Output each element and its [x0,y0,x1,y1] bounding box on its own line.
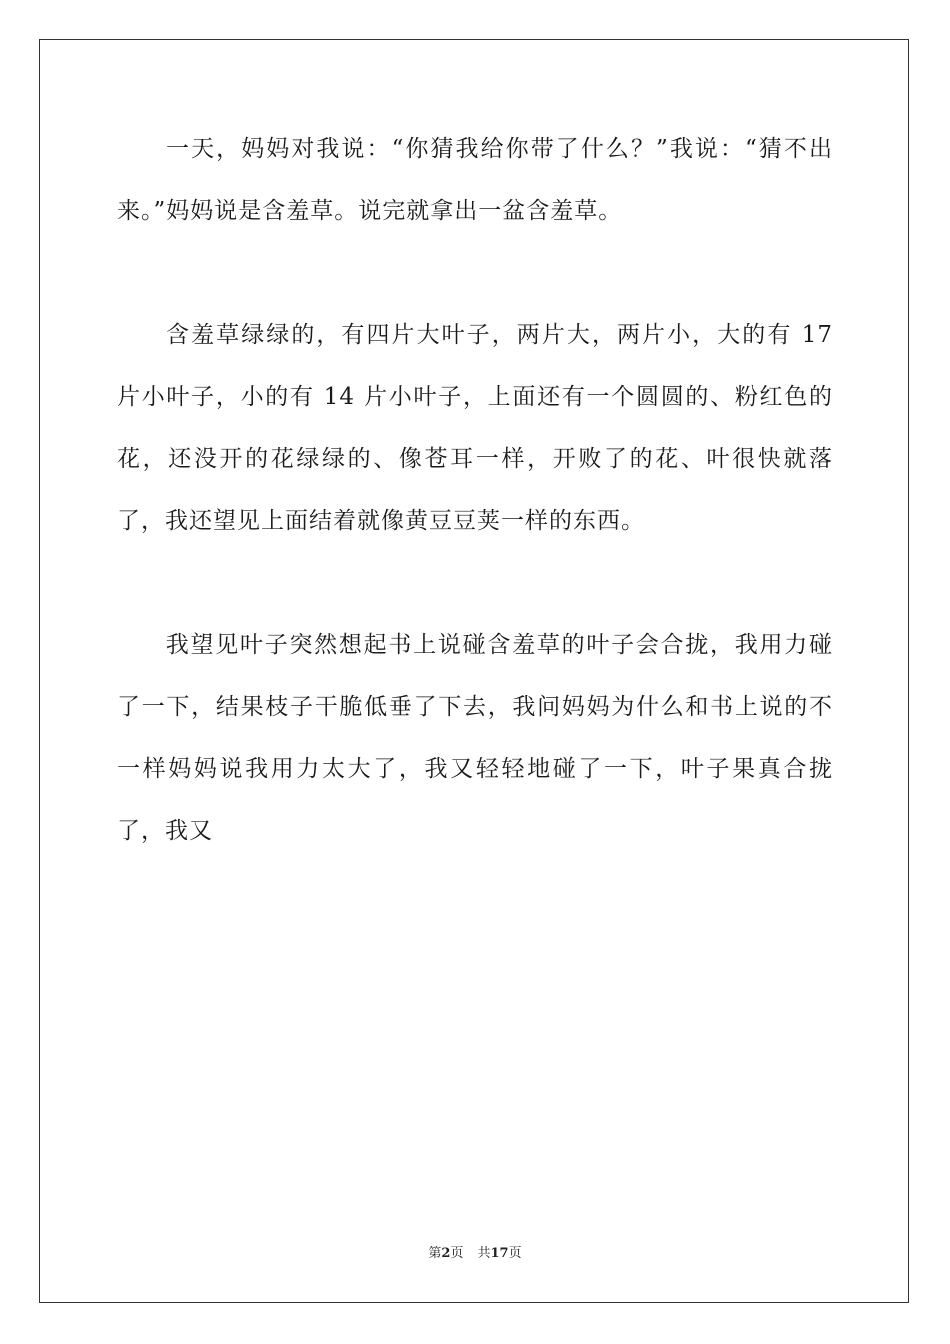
page-prefix: 第 [428,1246,442,1261]
total-pages-number: 17 [490,1246,509,1261]
paragraph-3-text: 我望见叶子突然想起书上说碰含羞草的叶子会合拢，我用力碰了一下，结果枝子干脆低垂了下去，我问妈妈为什么和书上说的不一样妈妈说我用力太大了，我又轻轻地碰了一下，叶子果真合拢了，我又 [117,632,833,844]
paragraph-3 [117,614,833,862]
paragraph-1-text: 一天，妈妈对我说：“你猜我给你带了什么？”我说：“猜不出来。”妈妈说是含羞草。说完就拿出一盆含羞草。 [117,136,833,224]
page-footer [0,1244,950,1264]
paragraph-2-text: 含羞草绿绿的，有四片大叶子，两片大，两片小，大的有 17 片小叶子，小的有 14 片小叶子，上面还有一个圆圆的、粉红色的花，还没开的花绿绿的、像苍耳一样，开败了的花、叶很快就落了，我还望见上面结着就像黄豆豆荚一样的东西。 [117,322,833,534]
total-suffix: 页 [508,1246,522,1261]
document-body [117,118,833,862]
paragraph-1 [117,118,833,242]
page-suffix: 页 [450,1246,464,1261]
current-page-number: 2 [441,1246,451,1261]
paragraph-2 [117,304,833,552]
total-prefix: 共 [477,1246,491,1261]
